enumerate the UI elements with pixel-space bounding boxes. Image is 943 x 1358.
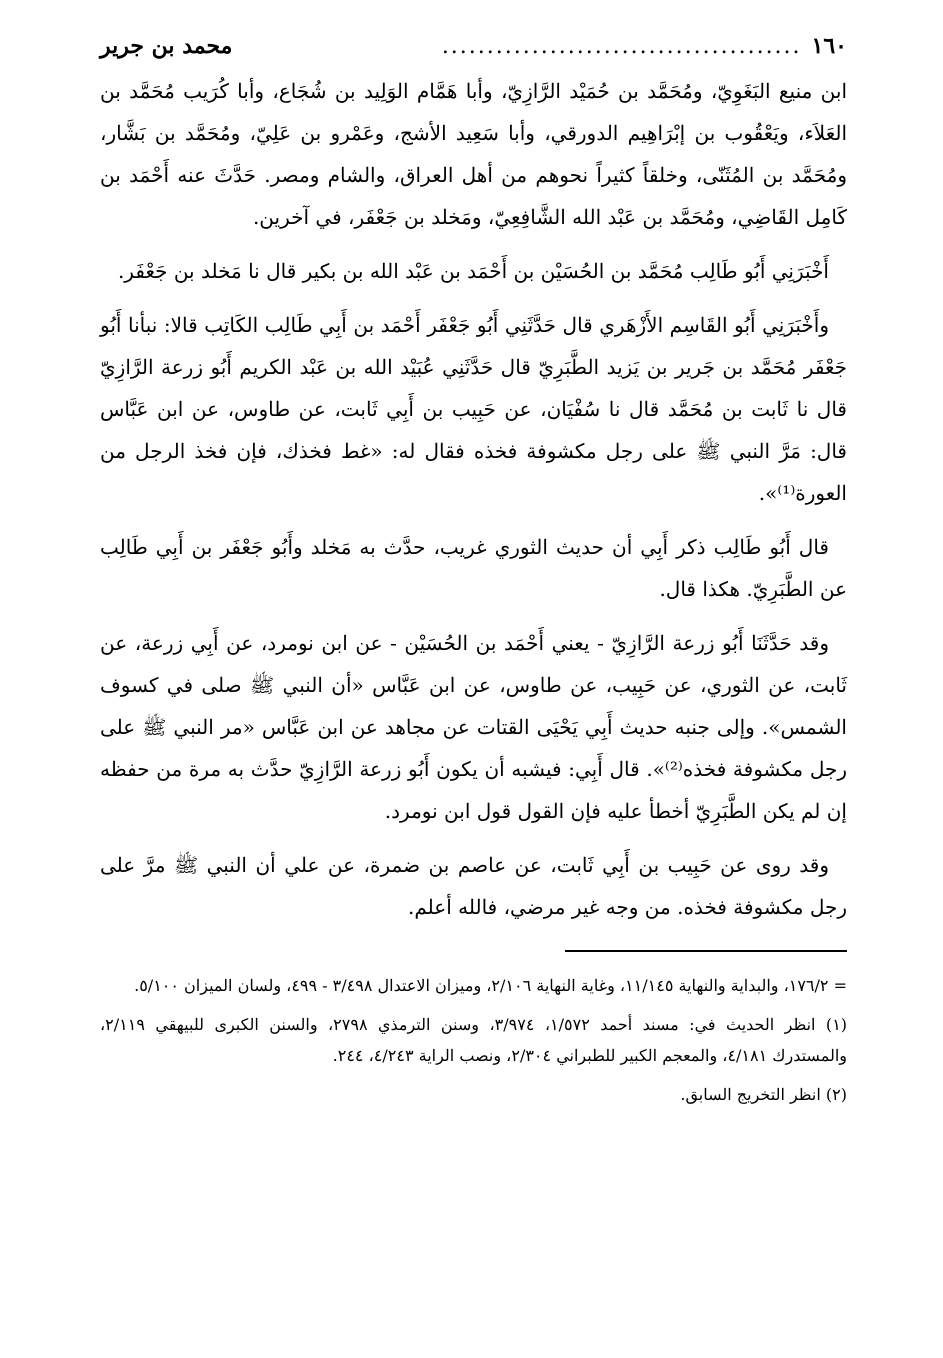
paragraph-hadith: وأَخْبَرَنِي أَبُو القَاسِم الأَزْهَري قال حَدَّثَنِي أَبُو جَعْفَر أَحْمَد بن أَبِي طَالِب الكَاتِب قالا: نبأنا أَبُو جَعْفَر مُحَمَّد بن جَرير بن يَزيد الطَّبَرِيّ قال حَدَّثَنِي عُبَيْد الله بن عَبْد الكريم أَبُو زرعة الرَّازِيّ قال نا ثَابت بن مُحَمَّد قال نا سُفْيَان، عن حَبِيب بن أَبِي ثَابت، عن طاوس، عن ابن عَبَّاس قال: مَرَّ النبي ﷺ على رجل مكشوفة فخذه فقال له: «غط فخذك، فإن فخذ الرجل من العورة⁽¹⁾». bbox=[100, 313, 847, 505]
paragraph-narrators: ابن منيع البَغَوِيّ، ومُحَمَّد بن حُمَيْد الرَّازِيّ، وأبا هَمَّام الوَلِيد بن شُجَاع، وأبا كُرَيب مُحَمَّد بن العَلاَء، ويَعْقُوب بن إبْرَاهِيم الدورقي، وأبا سَعِيد الأشج، وعَمْرو بن عَلِيّ، ومُحَمَّد بن بَشَّار، ومُحَمَّد بن المُثَنّى، وخلقاً كثيراً نحوهم من أهل العراق، والشام ومصر. حَدَّثَ عنه أَحْمَد بن كَامِل القَاضِي، ومُحَمَّد بن عَبْد الله الشَّافِعِيّ، ومَخلد بن جَعْفَر، في آخرين. bbox=[100, 79, 847, 229]
footnote-1: (١) انظر الحديث في: مسند أحمد ١/٥٧٢، ٣/٩٧٤، وسنن الترمذي ٢٧٩٨، والسنن الكبرى للبيهقي ٢/١١٩، والمستدرك ٤/١٨١، والمعجم الكبير للطبراني ٢/٣٠٤، ونصب الراية ٤/٢٤٣، ٢٤٤. bbox=[100, 1015, 848, 1065]
paragraph-conclusion: وقد روى عن حَبِيب بن أَبِي ثَابت، عن عاصم بن ضمرة، عن علي أن النبي ﷺ مرَّ على رجل مكشوفة فخذه. من وجه غير مرضي، فالله أعلم. bbox=[100, 853, 847, 919]
paragraph-comment: قال أَبُو طَالِب ذكر أَبِي أن حديث الثوري غريب، حدَّث به مَخلد وأَبُو جَعْفَر بن أَبِي طَالِب عن الطَّبَرِيّ. هكذا قال. bbox=[100, 535, 847, 601]
main-text bbox=[100, 70, 847, 928]
footnote-continued: = ١٧٦/٢، والبداية والنهاية ١١/١٤٥، وغاية النهاية ٢/١٠٦، وميزان الاعتدال ٣/٤٩٨ - ٤٩٩، ولسان الميزان ٥/١٠٠. bbox=[134, 976, 847, 995]
leader-dots: ........................................ bbox=[441, 34, 802, 59]
paragraph-isnad-1: أَخْبَرَنِي أَبُو طَالِب مُحَمَّد بن الحُسَيْن بن أَحْمَد بن عَبْد الله بن بكير قال نا مَخلد بن جَعْفَر. bbox=[117, 259, 829, 283]
paragraph-analysis: وقد حَدَّثَنَا أَبُو زرعة الرَّازِيّ - يعني أَحْمَد بن الحُسَيْن - عن ابن نومرد، عن أَبِي زرعة، عن ثَابت، عن الثوري، عن حَبِيب، عن طاوس، عن ابن عَبَّاس «أن النبي ﷺ صلى في كسوف الشمس». وإلى جنبه حديث أَبِي يَحْيَى القتات عن مجاهد عن ابن عَبَّاس «مر النبي ﷺ على رجل مكشوفة فخذه⁽²⁾». قال أَبِي: فيشبه أن يكون أَبُو زرعة الرَّازِيّ حدَّث به مرة من حفظه إن لم يكن الطَّبَرِيّ أخطأ عليه فإن القول قول ابن نومرد. bbox=[100, 631, 847, 823]
footnotes bbox=[100, 970, 847, 1110]
footnote-2: (٢) انظر التخريج السابق. bbox=[680, 1085, 847, 1104]
page-number: ١٦٠ bbox=[811, 33, 847, 59]
running-head bbox=[100, 30, 847, 70]
footnote-rule bbox=[565, 950, 847, 952]
footnote-separator bbox=[100, 940, 847, 970]
running-title: محمد بن جرير bbox=[100, 33, 233, 59]
